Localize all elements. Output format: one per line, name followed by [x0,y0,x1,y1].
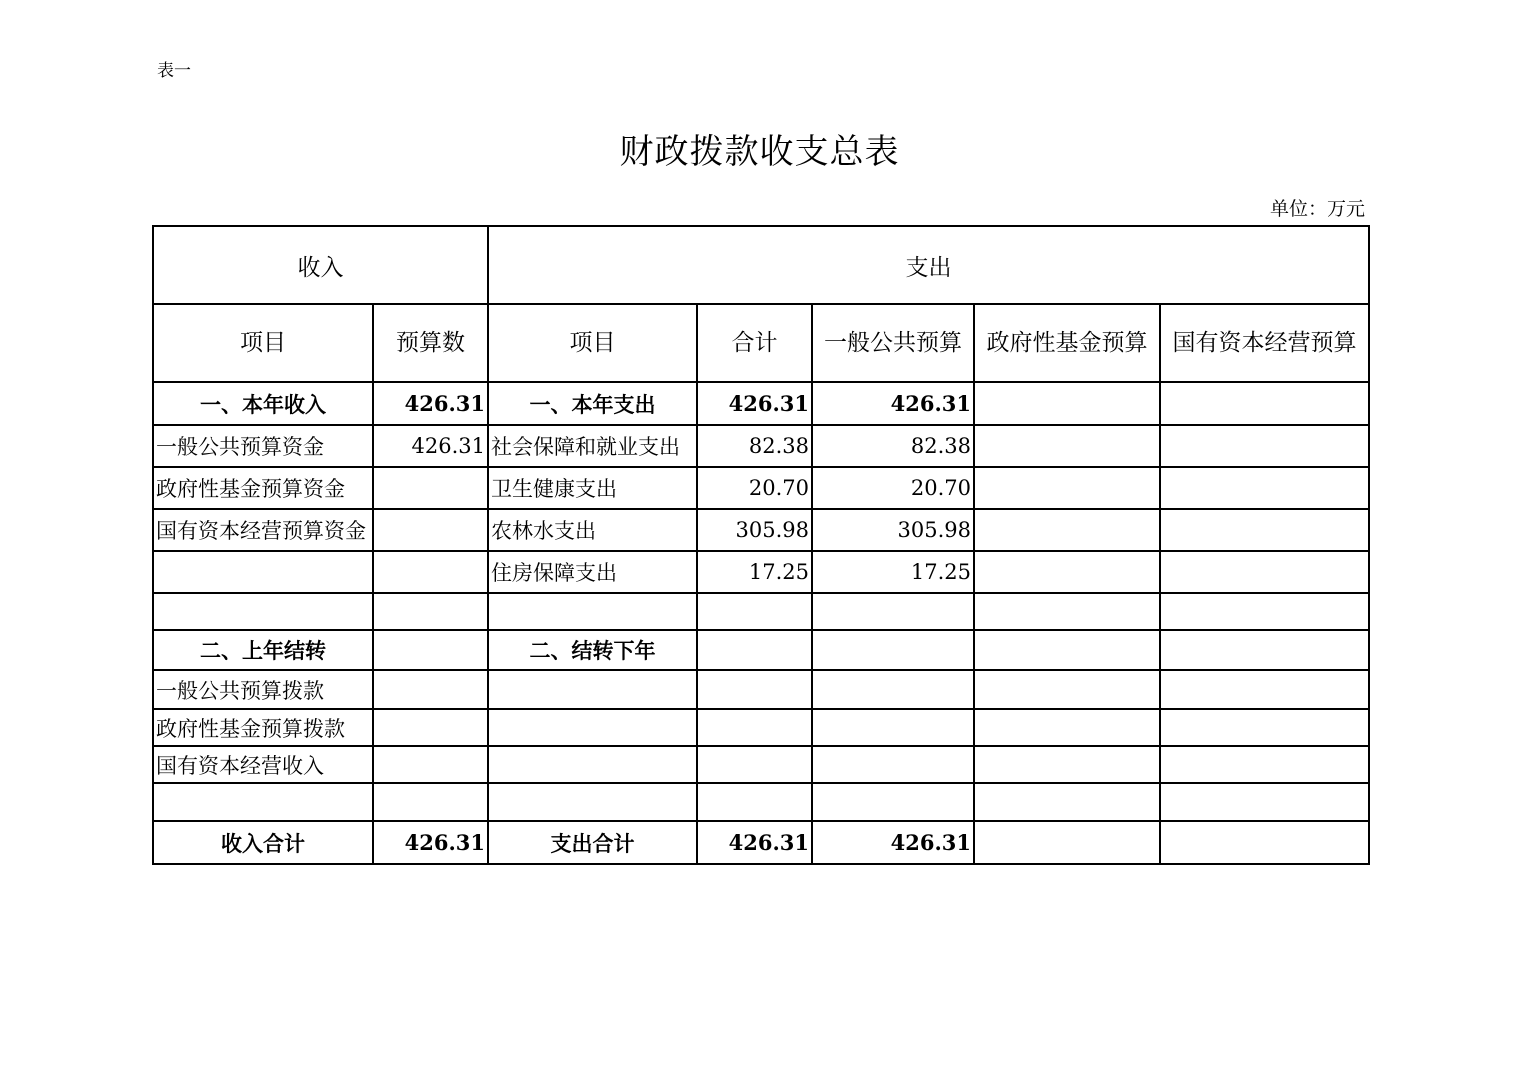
expense-item-cell: 住房保障支出 [488,551,697,593]
income-value-cell: 426.31 [373,382,488,425]
total-cell [697,630,812,670]
table-row [153,670,1369,709]
income-value-cell [373,509,488,551]
income-item-cell [153,593,373,630]
income-value-cell [373,593,488,630]
gov-fund-cell [974,467,1160,509]
header-row-1 [153,226,1369,304]
gov-fund-cell [974,746,1160,783]
income-value-cell [373,746,488,783]
expense-item-cell: 一、本年支出 [488,382,697,425]
income-item-cell: 二、上年结转 [153,630,373,670]
total-cell [697,593,812,630]
general-budget-cell [812,593,974,630]
income-item-cell: 国有资本经营预算资金 [153,509,373,551]
income-item-cell: 一般公共预算资金 [153,425,373,467]
expense-item-cell [488,746,697,783]
gov-fund-cell [974,425,1160,467]
state-capital-cell [1160,670,1369,709]
income-item-cell: 收入合计 [153,821,373,864]
general-budget-cell: 82.38 [812,425,974,467]
general-budget-cell: 426.31 [812,382,974,425]
table-row [153,467,1369,509]
expense-item-cell: 二、结转下年 [488,630,697,670]
income-item-cell [153,783,373,821]
general-budget-cell [812,783,974,821]
header-expense: 支出 [488,226,1369,304]
total-cell: 17.25 [697,551,812,593]
table-number-label: 表一 [157,61,191,81]
income-item-cell: 政府性基金预算拨款 [153,709,373,746]
header-total: 合计 [697,304,812,382]
income-item-cell: 一般公共预算拨款 [153,670,373,709]
gov-fund-cell [974,630,1160,670]
general-budget-cell: 426.31 [812,821,974,864]
income-value-cell: 426.31 [373,821,488,864]
unit-label: 单位：万元 [1269,198,1365,220]
income-item-cell: 国有资本经营收入 [153,746,373,783]
state-capital-cell [1160,630,1369,670]
general-budget-cell [812,746,974,783]
income-value-cell [373,551,488,593]
expense-item-cell: 支出合计 [488,821,697,864]
total-cell [697,670,812,709]
header-income-budget: 预算数 [373,304,488,382]
table-row [153,709,1369,746]
table-row [153,425,1369,467]
fiscal-table [152,225,1370,865]
gov-fund-cell [974,709,1160,746]
income-value-cell [373,467,488,509]
total-cell: 20.70 [697,467,812,509]
table-row [153,630,1369,670]
table-row [153,509,1369,551]
table-row [153,551,1369,593]
income-value-cell [373,630,488,670]
table-row [153,783,1369,821]
general-budget-cell: 20.70 [812,467,974,509]
state-capital-cell [1160,821,1369,864]
state-capital-cell [1160,551,1369,593]
header-income-item: 项目 [153,304,373,382]
gov-fund-cell [974,670,1160,709]
page-title: 财政拨款收支总表 [619,132,900,172]
general-budget-cell: 17.25 [812,551,974,593]
state-capital-cell [1160,783,1369,821]
header-general-budget: 一般公共预算 [812,304,974,382]
state-capital-cell [1160,382,1369,425]
gov-fund-cell [974,593,1160,630]
general-budget-cell [812,670,974,709]
income-value-cell [373,783,488,821]
expense-item-cell: 社会保障和就业支出 [488,425,697,467]
gov-fund-cell [974,382,1160,425]
general-budget-cell [812,630,974,670]
expense-item-cell: 卫生健康支出 [488,467,697,509]
gov-fund-cell [974,821,1160,864]
income-item-cell: 政府性基金预算资金 [153,467,373,509]
expense-item-cell [488,709,697,746]
state-capital-cell [1160,746,1369,783]
general-budget-cell [812,709,974,746]
header-state-capital: 国有资本经营预算 [1160,304,1369,382]
expense-item-cell [488,593,697,630]
header-gov-fund: 政府性基金预算 [974,304,1160,382]
state-capital-cell [1160,509,1369,551]
table-row [153,746,1369,783]
total-cell [697,746,812,783]
gov-fund-cell [974,551,1160,593]
gov-fund-cell [974,783,1160,821]
state-capital-cell [1160,593,1369,630]
header-expense-item: 项目 [488,304,697,382]
expense-item-cell [488,783,697,821]
total-cell: 305.98 [697,509,812,551]
table-row [153,382,1369,425]
income-value-cell [373,670,488,709]
table-row [153,593,1369,630]
state-capital-cell [1160,425,1369,467]
income-item-cell: 一、本年收入 [153,382,373,425]
header-income: 收入 [153,226,488,304]
general-budget-cell: 305.98 [812,509,974,551]
state-capital-cell [1160,467,1369,509]
income-item-cell [153,551,373,593]
total-cell: 82.38 [697,425,812,467]
header-row-2 [153,304,1369,382]
table-row [153,821,1369,864]
income-value-cell: 426.31 [373,425,488,467]
state-capital-cell [1160,709,1369,746]
total-cell: 426.31 [697,821,812,864]
total-cell: 426.31 [697,382,812,425]
total-cell [697,783,812,821]
total-cell [697,709,812,746]
income-value-cell [373,709,488,746]
expense-item-cell [488,670,697,709]
gov-fund-cell [974,509,1160,551]
expense-item-cell: 农林水支出 [488,509,697,551]
